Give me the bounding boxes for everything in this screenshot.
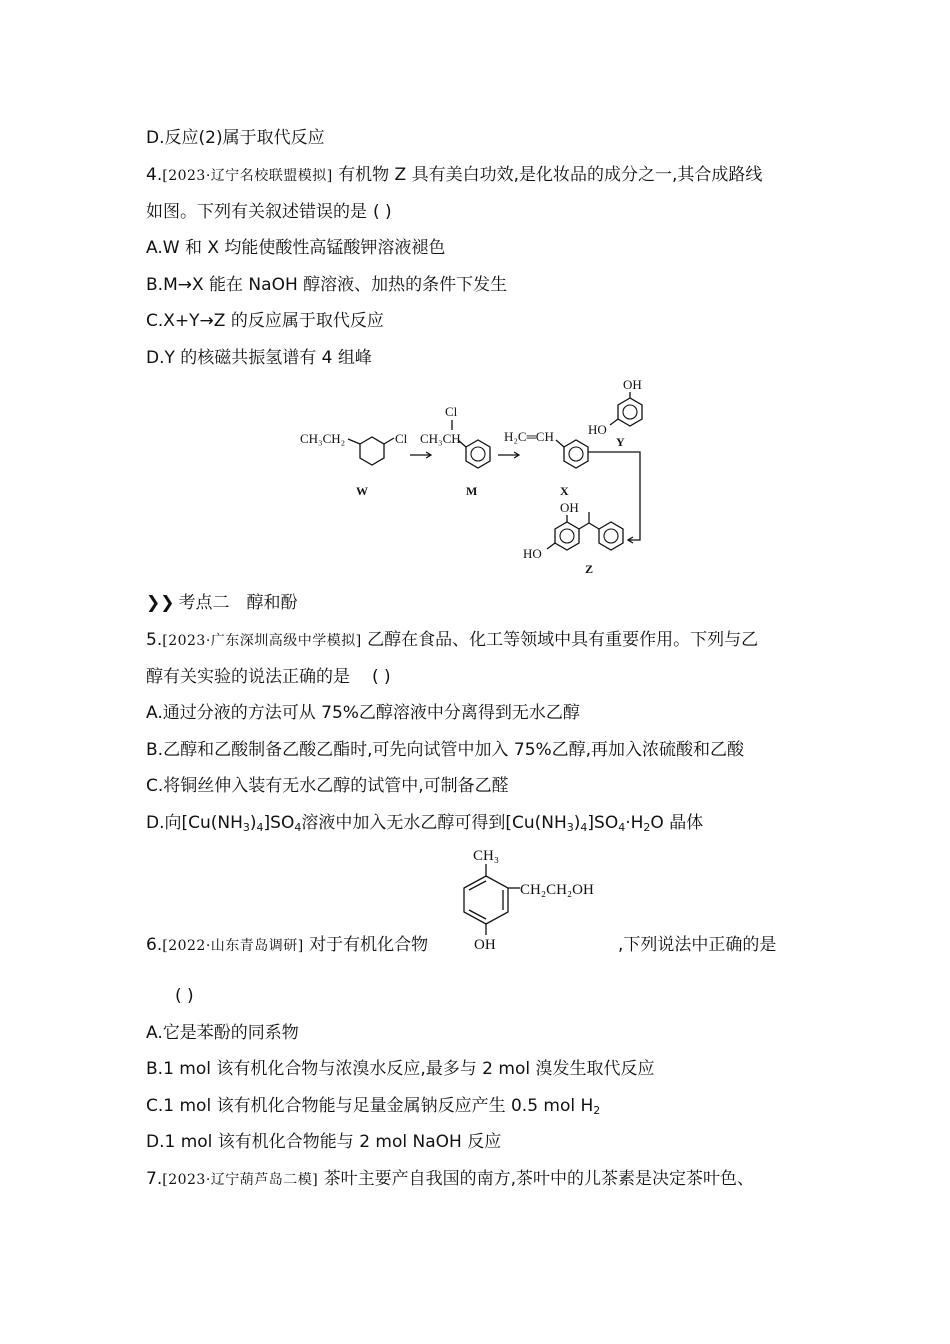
q6-answer-paren: ( ) [175,986,194,1006]
q5-stem [146,629,758,652]
x-substituent: H₂C═CH [504,429,554,444]
m-substituent: CH₃CH [420,431,461,446]
q6-option-a: A.它是苯酚的同系物 [146,1023,299,1043]
q5-stem-text: 乙醇在食品、化工等领域中具有重要作用。下列与乙 [361,630,759,650]
q5-number: 5. [146,630,163,650]
q7-number: 7. [146,1169,163,1189]
q4-answer-paren: ( ) [373,202,392,222]
y-benzene-ring [618,398,642,426]
q6-option-c: C.1 mol 该有机化合物能与足量金属钠反应产生 0.5 mol $H_2$ [146,1096,601,1117]
m-benzene-ring [466,440,490,468]
q6-option-d: D.1 mol 该有机化合物能与 2 mol NaOH 反应 [146,1132,502,1152]
q4-synthesis-scheme [290,372,670,582]
z-benzene-ring-right [599,522,623,550]
q4-number: 4. [146,165,163,185]
section-heading [146,592,298,614]
q7-stem-text: 茶叶主要产自我国的南方,茶叶中的儿茶素是决定茶叶色、 [318,1169,755,1189]
q6-benzene-ring [464,876,508,924]
z-benzene-ring-left [555,522,579,550]
q6-side-chain: CH₂CH₂OH [520,882,594,898]
m-label: M [466,484,478,498]
w-benzene-ring [360,437,384,465]
w-substituent: CH₃CH₂ [300,431,346,446]
q7-source: [2023·辽宁葫芦岛二模] [162,1172,319,1188]
q6-number: 6. [146,935,163,955]
q6-source: [2022·山东青岛调研] [162,938,304,954]
q3-option-d: D.反应(2)属于取代反应 [146,128,325,148]
q5-answer-paren: ( ) [372,667,391,687]
q4-option-a: A.W 和 X 均能使酸性高锰酸钾溶液褪色 [146,238,446,258]
q7-stem [146,1168,754,1191]
double-chevron-icon: ❯❯ [146,593,175,613]
q4-stem-text-2: 如图。下列有关叙述错误的是 [146,202,367,222]
m-chlorine: Cl [445,404,458,419]
q5-option-d: D.向$[Cu(NH_3)_4]SO_4$溶液中加入无水乙醇可得到$[Cu(NH_3)_4]SO_4\cdot H_2O$ 晶体 [146,813,704,834]
y-label: Y [616,435,625,449]
q4-stem [146,164,762,187]
q6-stem [146,934,428,957]
q6-stem-text: 对于有机化合物 [303,935,429,955]
z-label: Z [585,562,594,576]
y-hydroxyl-left: HO [588,422,607,437]
q5-option-c: C.将铜丝伸入装有无水乙醇的试管中,可制备乙醛 [146,776,509,796]
q5-option-a: A.通过分液的方法可从 75%乙醇溶液中分离得到无水乙醇 [146,703,580,723]
q4-option-b: B.M→X 能在 NaOH 醇溶液、加热的条件下发生 [146,275,508,295]
x-benzene-ring [564,440,588,468]
x-label: X [560,484,569,498]
q5-stem-text-2: 醇有关实验的说法正确的是 [146,667,350,687]
section-title: 考点二 醇和酚 [178,593,298,613]
q6-structure [450,842,620,954]
q4-option-c: C.X+Y→Z 的反应属于取代反应 [146,311,384,331]
q6-option-b: B.1 mol 该有机化合物与浓溴水反应,最多与 2 mol 溴发生取代反应 [146,1059,655,1079]
q6-hydroxyl: OH [474,937,496,953]
q6-stem-after-structure: ,下列说法中正确的是 [618,935,777,955]
q4-stem-text: 有机物 Z 具有美白功效,是化妆品的成分之一,其合成路线 [332,165,763,185]
q4-stem-cont [146,201,392,223]
q5-option-b: B.乙醇和乙酸制备乙酸乙酯时,可先向试管中加入 75%乙醇,再加入浓硫酸和乙酸 [146,740,745,760]
z-hydroxyl-left: HO [523,546,542,561]
q4-source: [2023·辽宁名校联盟模拟] [162,168,333,184]
y-hydroxyl-top: OH [623,377,642,392]
q5-source: [2023·广东深圳高级中学模拟] [162,633,362,649]
w-label: W [356,484,368,498]
q6-methyl: CH₃ [473,848,500,864]
q4-option-d: D.Y 的核磁共振氢谱有 4 组峰 [146,348,372,368]
q5-stem-cont [146,666,391,688]
w-chlorine: Cl [395,431,408,446]
z-hydroxyl-top: OH [560,500,579,515]
